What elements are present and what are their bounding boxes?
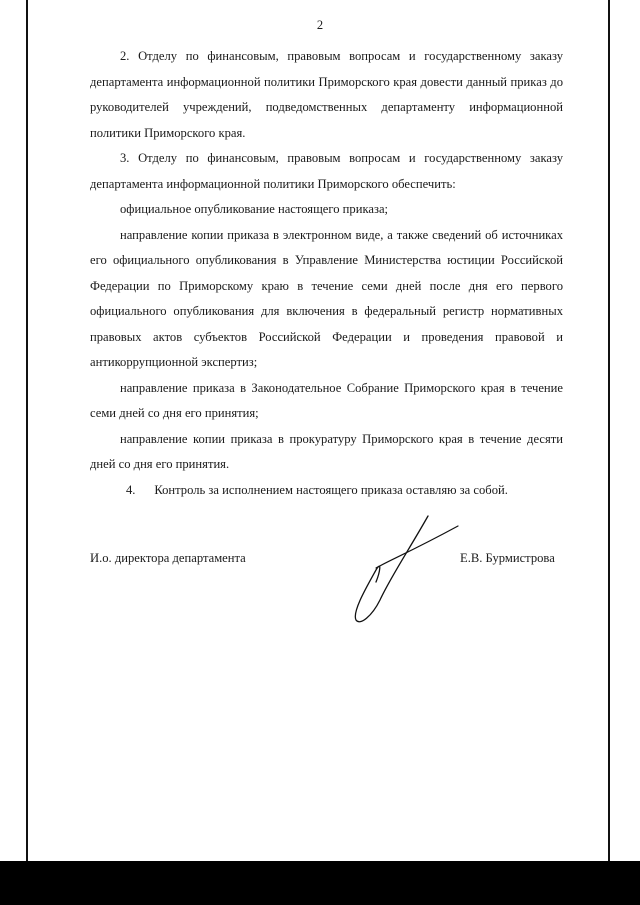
signatory-position: И.о. директора департамента <box>90 551 246 565</box>
paragraph-ministry-justice: направление копии приказа в электронном виде, а также сведений об источниках его официального опубликования в Управление Министерства юстиции Российской Федерации по Приморскому краю в течение семи дней после дня его первого официального опубликования для включения в федеральный регистр нормативных правовых актов субъектов Российской Федерации и проведения правовой и антикоррупционной экспертиз; <box>90 227 563 369</box>
paragraph-publication: официальное опубликование настоящего приказа; <box>120 202 389 216</box>
paragraph-item-4 <box>90 478 563 504</box>
scan-edge-right <box>608 0 610 905</box>
paragraph-item-3: 3. Отделу по финансовым, правовым вопросам и государственному заказу департамента информационной политики Приморского обеспечить: <box>90 151 563 191</box>
scan-bottom-band <box>0 861 640 905</box>
item-4-number: 4. <box>126 482 136 497</box>
document-body <box>90 44 563 503</box>
handwritten-signature <box>340 508 470 628</box>
scan-edge-left <box>26 0 28 905</box>
page-number: 2 <box>316 18 324 32</box>
item-4-text: Контроль за исполнением настоящего приказа оставляю за собой. <box>154 482 508 497</box>
paragraph-prosecutor: направление копии приказа в прокуратуру Приморского края в течение десяти дней со дня его принятия. <box>90 431 563 471</box>
signatory-name: Е.В. Бурмистрова <box>460 551 555 565</box>
paragraph-legislative-assembly: направление приказа в Законодательное Собрание Приморского края в течение семи дней со дня его принятия; <box>90 380 563 420</box>
paragraph-item-2: 2. Отделу по финансовым, правовым вопросам и государственному заказу департамента информационной политики Приморского края довести данный приказ до руководителей учреждений, подведомственных департаменту информационной политики Приморского края. <box>90 49 563 140</box>
